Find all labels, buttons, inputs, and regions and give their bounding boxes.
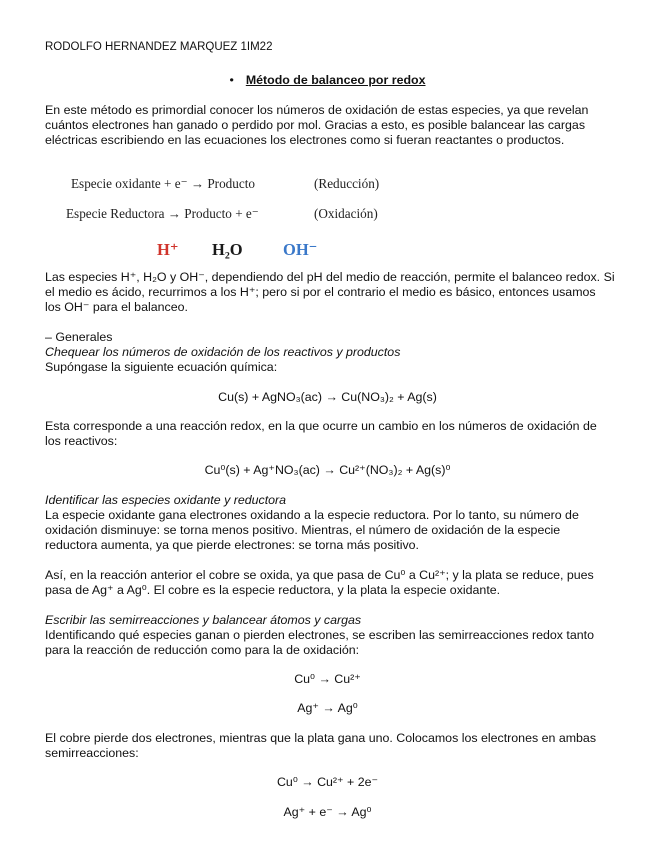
identify-line-1: La especie oxidante gana electrones oxidando a la especie reductora. Por lo tanto, su número de	[45, 508, 579, 522]
section-title	[0, 73, 655, 88]
species-line-2: el medio es ácido, recurrimos a los H⁺; pero si por el contrario el medio es básico, entonces usamos	[45, 285, 596, 299]
water-molecule: H₂O	[212, 240, 243, 259]
equation-1-rhs: Cu(NO₃)₂ + Ag(s)	[341, 390, 437, 404]
half-line-2: para la reacción de reducción como para la de oxidación:	[45, 643, 360, 657]
half-line-1: Identificando qué especies ganan o pierden electrones, se escriben las semirreacciones redox tanto	[45, 628, 594, 642]
reduction-equation: Especie oxidante + e⁻ → Producto	[71, 176, 255, 191]
redox-line-1: Esta corresponde a una reacción redox, en la que ocurre un cambio en los números de oxidación de	[45, 419, 597, 433]
oh-ion: OH⁻	[283, 240, 318, 259]
identify-line-2: oxidación disminuye: se torna menos positivo. Mientras, el número de oxidación de la especie	[45, 523, 561, 537]
equation-1	[0, 390, 655, 405]
equation-1-lhs: Cu(s) + AgNO₃(ac)	[218, 390, 322, 404]
section-title-text: Método de balanceo por redox	[245, 73, 426, 87]
electron-equation-ag: Ag⁺ + e⁻ → Ag⁰	[283, 805, 372, 819]
species-line-1: Las especies H⁺, H₂O y OH⁻, dependiendo del pH del medio de reacción, permite el balanceo redox. Si	[45, 270, 615, 284]
oxidation-label: (Oxidación)	[314, 206, 378, 221]
equation-1-arrow: →	[325, 390, 338, 404]
author-header: RODOLFO HERNANDEZ MARQUEZ 1IM22	[45, 41, 273, 53]
species-line-3: los OH⁻ para el balanceo.	[45, 300, 188, 314]
electron-equation-cu: Cu⁰ → Cu²⁺ + 2e⁻	[276, 775, 379, 789]
example-line-2: pasa de Ag⁺ a Ag⁰. El cobre es la especie reductora, y la plata la especie oxidante.	[45, 583, 501, 597]
generales-text: Supóngase la siguiente ecuación química:	[45, 360, 278, 374]
intro-line-1: En este método es primordial conocer los números de oxidación de estas especies, ya que revelan	[45, 103, 589, 117]
half-equation-cu: Cu⁰ → Cu²⁺	[294, 672, 361, 686]
redox-line-2: los reactivos:	[45, 434, 118, 448]
electrons-line-2: semirreacciones:	[45, 746, 139, 760]
half-equation-ag: Ag⁺ → Ag⁰	[297, 701, 358, 715]
oxidation-equation: Especie Reductora → Producto + e⁻	[66, 206, 259, 221]
h-ion: H⁺	[157, 240, 179, 259]
identify-heading: Identificar las especies oxidante y reductora	[45, 493, 287, 507]
electrons-line-1: El cobre pierde dos electrones, mientras que la plata gana uno. Colocamos los electrones en ambas	[45, 731, 597, 745]
bullet-icon: •	[229, 73, 234, 87]
intro-line-3: eléctricas escribiendo en las ecuaciones los electrones como si fueran reactantes o productos.	[45, 133, 565, 147]
reduction-label: (Reducción)	[314, 176, 380, 191]
equation-2: Cu⁰(s) + Ag⁺NO₃(ac) → Cu²⁺(NO₃)₂ + Ag(s)⁰	[204, 463, 451, 477]
half-heading: Escribir las semirreacciones y balancear átomos y cargas	[45, 613, 362, 627]
example-line-1: Así, en la reacción anterior el cobre se oxida, ya que pasa de Cu⁰ a Cu²⁺; y la plata se reduce, pues	[45, 568, 594, 582]
identify-line-3: reductora aumenta, ya que pierde electrones: se torna más positivo.	[45, 538, 419, 552]
generales-subheading: Chequear los números de oxidación de los reactivos y productos	[45, 345, 401, 359]
generales-heading: – Generales	[45, 330, 113, 344]
intro-line-2: cuántos electrones han ganado o perdido por mol. Gracias a esto, es posible balancear las cargas	[45, 118, 586, 132]
